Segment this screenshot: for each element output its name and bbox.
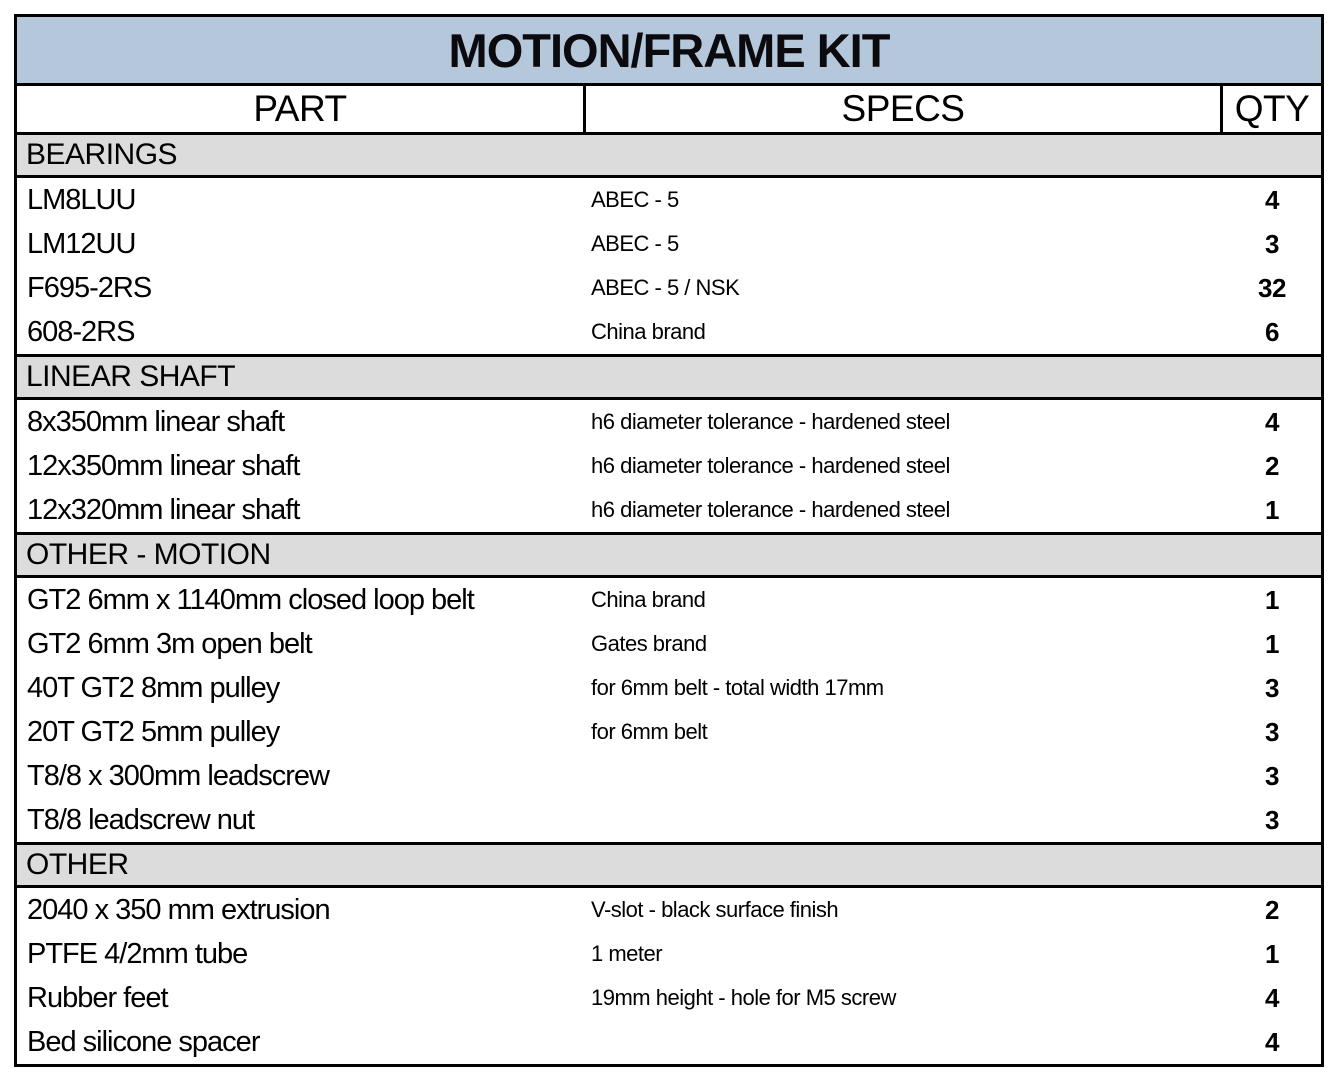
section-label: OTHER - MOTION (26, 538, 271, 571)
qty-cell: 3 (1265, 804, 1279, 835)
table-title-bar (17, 17, 1321, 86)
section-header (17, 532, 1321, 578)
qty-cell: 4 (1265, 982, 1279, 1013)
part-cell: GT2 6mm 3m open belt (27, 627, 312, 660)
qty-cell: 4 (1265, 1026, 1279, 1057)
qty-cell: 1 (1265, 938, 1279, 969)
specs-cell: V-slot - black surface finish (591, 897, 839, 922)
specs-cell: h6 diameter tolerance - hardened steel (591, 453, 950, 478)
part-cell: 20T GT2 5mm pulley (27, 715, 280, 748)
part-cell: 12x320mm linear shaft (27, 493, 300, 526)
qty-cell: 1 (1265, 584, 1279, 615)
part-cell: T8/8 x 300mm leadscrew (27, 759, 329, 792)
specs-cell (583, 754, 1223, 798)
table-row (17, 578, 1321, 622)
specs-cell: ABEC - 5 (591, 231, 679, 256)
table-body (17, 132, 1321, 1064)
section-label: BEARINGS (26, 138, 178, 171)
parts-table (14, 14, 1324, 1067)
specs-cell: h6 diameter tolerance - hardened steel (591, 497, 950, 522)
table-row (17, 178, 1321, 222)
qty-cell: 2 (1265, 450, 1279, 481)
part-cell: LM12UU (27, 227, 136, 260)
part-cell: 608-2RS (27, 315, 135, 348)
specs-cell: h6 diameter tolerance - hardened steel (591, 409, 950, 434)
table-row (17, 488, 1321, 532)
column-header-row (17, 86, 1321, 132)
qty-cell: 4 (1265, 184, 1279, 215)
table-row (17, 710, 1321, 754)
qty-cell: 1 (1265, 628, 1279, 659)
table-row (17, 1020, 1321, 1064)
column-header-part: PART (253, 88, 347, 129)
part-cell: PTFE 4/2mm tube (27, 937, 248, 970)
part-cell: 40T GT2 8mm pulley (27, 671, 280, 704)
table-title: MOTION/FRAME KIT (448, 23, 890, 77)
qty-cell: 3 (1265, 228, 1279, 259)
table-row (17, 754, 1321, 798)
section-header (17, 842, 1321, 888)
section-header (17, 354, 1321, 400)
part-cell: Bed silicone spacer (27, 1025, 260, 1058)
qty-cell: 3 (1265, 672, 1279, 703)
specs-cell: for 6mm belt (591, 719, 708, 744)
column-header-specs: SPECS (583, 86, 1223, 132)
specs-cell (583, 1020, 1223, 1064)
table-row (17, 310, 1321, 354)
specs-cell: China brand (591, 587, 706, 612)
section-label: LINEAR SHAFT (26, 360, 236, 393)
part-cell: GT2 6mm x 1140mm closed loop belt (27, 583, 474, 616)
part-cell: LM8LUU (27, 183, 136, 216)
part-cell: F695-2RS (27, 271, 152, 304)
part-cell: 12x350mm linear shaft (27, 449, 300, 482)
specs-cell: 19mm height - hole for M5 screw (591, 985, 896, 1010)
specs-cell: China brand (591, 319, 706, 344)
table-row (17, 798, 1321, 842)
part-cell: 8x350mm linear shaft (27, 405, 285, 438)
section-header (17, 132, 1321, 178)
table-row (17, 932, 1321, 976)
table-row (17, 266, 1321, 310)
table-row (17, 400, 1321, 444)
specs-cell: 1 meter (591, 941, 663, 966)
table-row (17, 888, 1321, 932)
qty-cell: 6 (1265, 316, 1279, 347)
qty-cell: 3 (1265, 716, 1279, 747)
part-cell: T8/8 leadscrew nut (27, 803, 255, 836)
part-cell: 2040 x 350 mm extrusion (27, 893, 330, 926)
specs-cell (583, 798, 1223, 842)
part-cell: Rubber feet (27, 981, 168, 1014)
table-row (17, 444, 1321, 488)
qty-cell: 2 (1265, 894, 1279, 925)
qty-cell: 3 (1265, 760, 1279, 791)
table-row (17, 976, 1321, 1020)
table-row (17, 666, 1321, 710)
specs-cell: ABEC - 5 / NSK (591, 275, 740, 300)
specs-cell: ABEC - 5 (591, 187, 679, 212)
section-label: OTHER (26, 848, 129, 881)
qty-cell: 1 (1265, 494, 1279, 525)
specs-cell: for 6mm belt - total width 17mm (591, 675, 884, 700)
specs-cell: Gates brand (591, 631, 707, 656)
column-header-qty: QTY (1234, 88, 1310, 129)
table-row (17, 222, 1321, 266)
qty-cell: 4 (1265, 406, 1279, 437)
table-row (17, 622, 1321, 666)
qty-cell: 32 (1258, 272, 1286, 303)
